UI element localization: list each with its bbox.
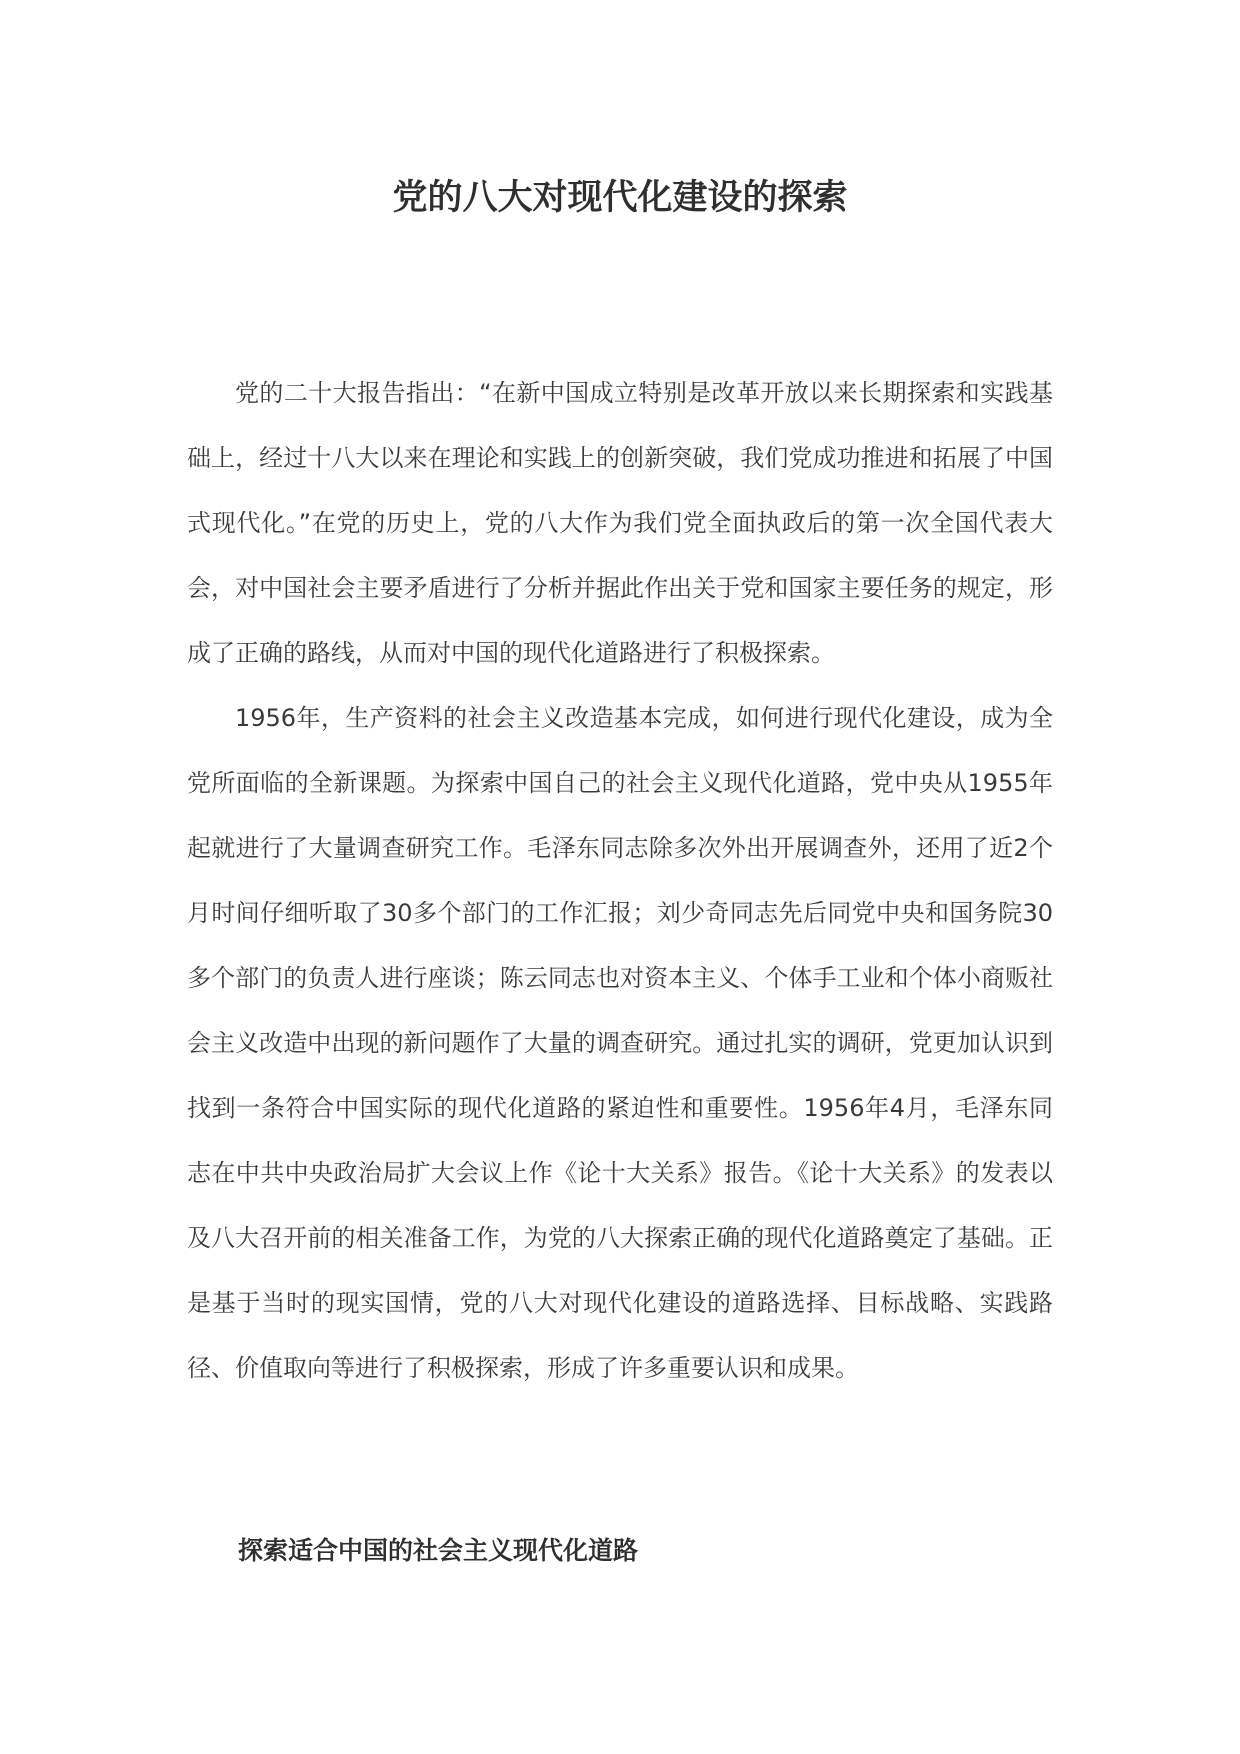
document-body [187, 361, 1053, 1401]
paragraph-intro: 党的二十大报告指出：“在新中国成立特别是改革开放以来长期探索和实践基础上，经过十八大以来在理论和实践上的创新突破，我们党成功推进和拓展了中国式现代化。”在党的历史上，党的八大作为我们党全面执政后的第一次全国代表大会，对中国社会主要矛盾进行了分析并据此作出关于党和国家主要任务的规定，形成了正确的路线，从而对中国的现代化道路进行了积极探索。 [187, 379, 1053, 667]
paragraph-background: 1956年，生产资料的社会主义改造基本完成，如何进行现代化建设，成为全党所面临的全新课题。为探索中国自己的社会主义现代化道路，党中央从1955年起就进行了大量调查研究工作。毛泽东同志除多次外出开展调查外，还用了近2个月时间仔细听取了30多个部门的工作汇报；刘少奇同志先后同党中央和国务院30多个部门的负责人进行座谈；陈云同志也对资本主义、个体手工业和个体小商贩社会主义改造中出现的新问题作了大量的调查研究。通过扎实的调研，党更加认识到找到一条符合中国实际的现代化道路的紧迫性和重要性。1956年4月，毛泽东同志在中共中央政治局扩大会议上作《论十大关系》报告。《论十大关系》的发表以及八大召开前的相关准备工作，为党的八大探索正确的现代化道路奠定了基础。正是基于当时的现实国情，党的八大对现代化建设的道路选择、目标战略、实践路径、价值取向等进行了积极探索，形成了许多重要认识和成果。 [187, 704, 1053, 1382]
section-heading: 探索适合中国的社会主义现代化道路 [238, 1536, 639, 1565]
document-title: 党的八大对现代化建设的探索 [392, 178, 848, 218]
